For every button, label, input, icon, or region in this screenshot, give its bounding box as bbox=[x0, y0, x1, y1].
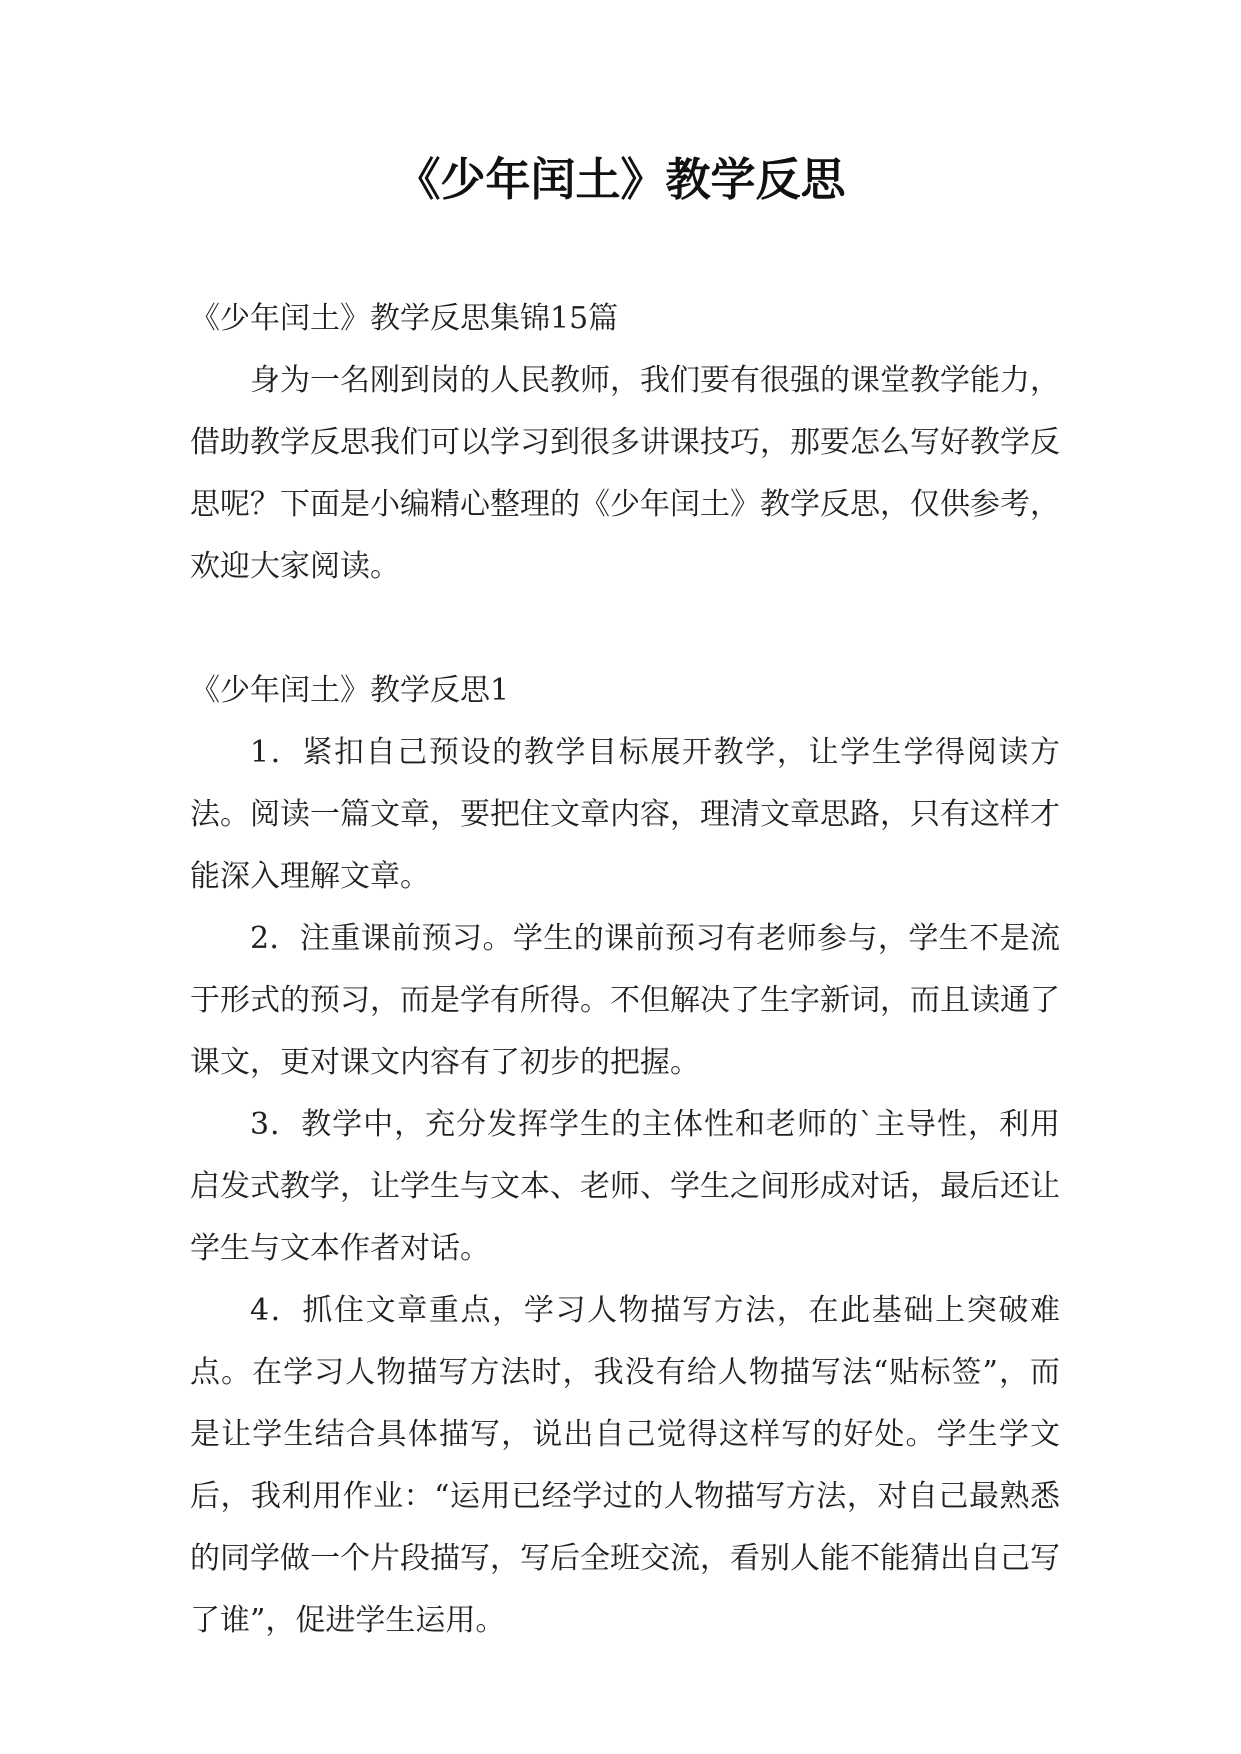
collection-heading: 《少年闰土》教学反思集锦15篇 bbox=[190, 301, 619, 336]
document-title: 《少年闰土》教学反思 bbox=[395, 153, 846, 206]
section-heading: 《少年闰土》教学反思1 bbox=[190, 673, 510, 708]
section-spacer bbox=[190, 598, 1060, 660]
document-body bbox=[190, 288, 1060, 1652]
body-paragraph: 2．注重课前预习。学生的课前预习有老师参与，学生不是流于形式的预习，而是学有所得。不但解决了生字新词，而且读通了课文，更对课文内容有了初步的把握。 bbox=[190, 921, 1060, 1080]
body-paragraph: 3．教学中，充分发挥学生的主体性和老师的`主导性，利用启发式教学，让学生与文本、老师、学生之间形成对话，最后还让学生与文本作者对话。 bbox=[190, 1107, 1060, 1266]
body-paragraph: 4．抓住文章重点，学习人物描写方法，在此基础上突破难点。在学习人物描写方法时，我没有给人物描写法“贴标签”，而是让学生结合具体描写，说出自己觉得这样写的好处。学生学文后，我利用作业：“运用已经学过的人物描写方法，对自己最熟悉的同学做一个片段描写，写后全班交流，看别人能不能猜出自己写了谁”，促进学生运用。 bbox=[190, 1293, 1060, 1638]
body-paragraph: 1．紧扣自己预设的教学目标展开教学，让学生学得阅读方法。阅读一篇文章，要把住文章内容，理清文章思路，只有这样才能深入理解文章。 bbox=[190, 735, 1060, 894]
intro-paragraph: 身为一名刚到岗的人民教师，我们要有很强的课堂教学能力，借助教学反思我们可以学习到很多讲课技巧，那要怎么写好教学反思呢？下面是小编精心整理的《少年闰土》教学反思，仅供参考，欢迎大家阅读。 bbox=[190, 363, 1060, 584]
